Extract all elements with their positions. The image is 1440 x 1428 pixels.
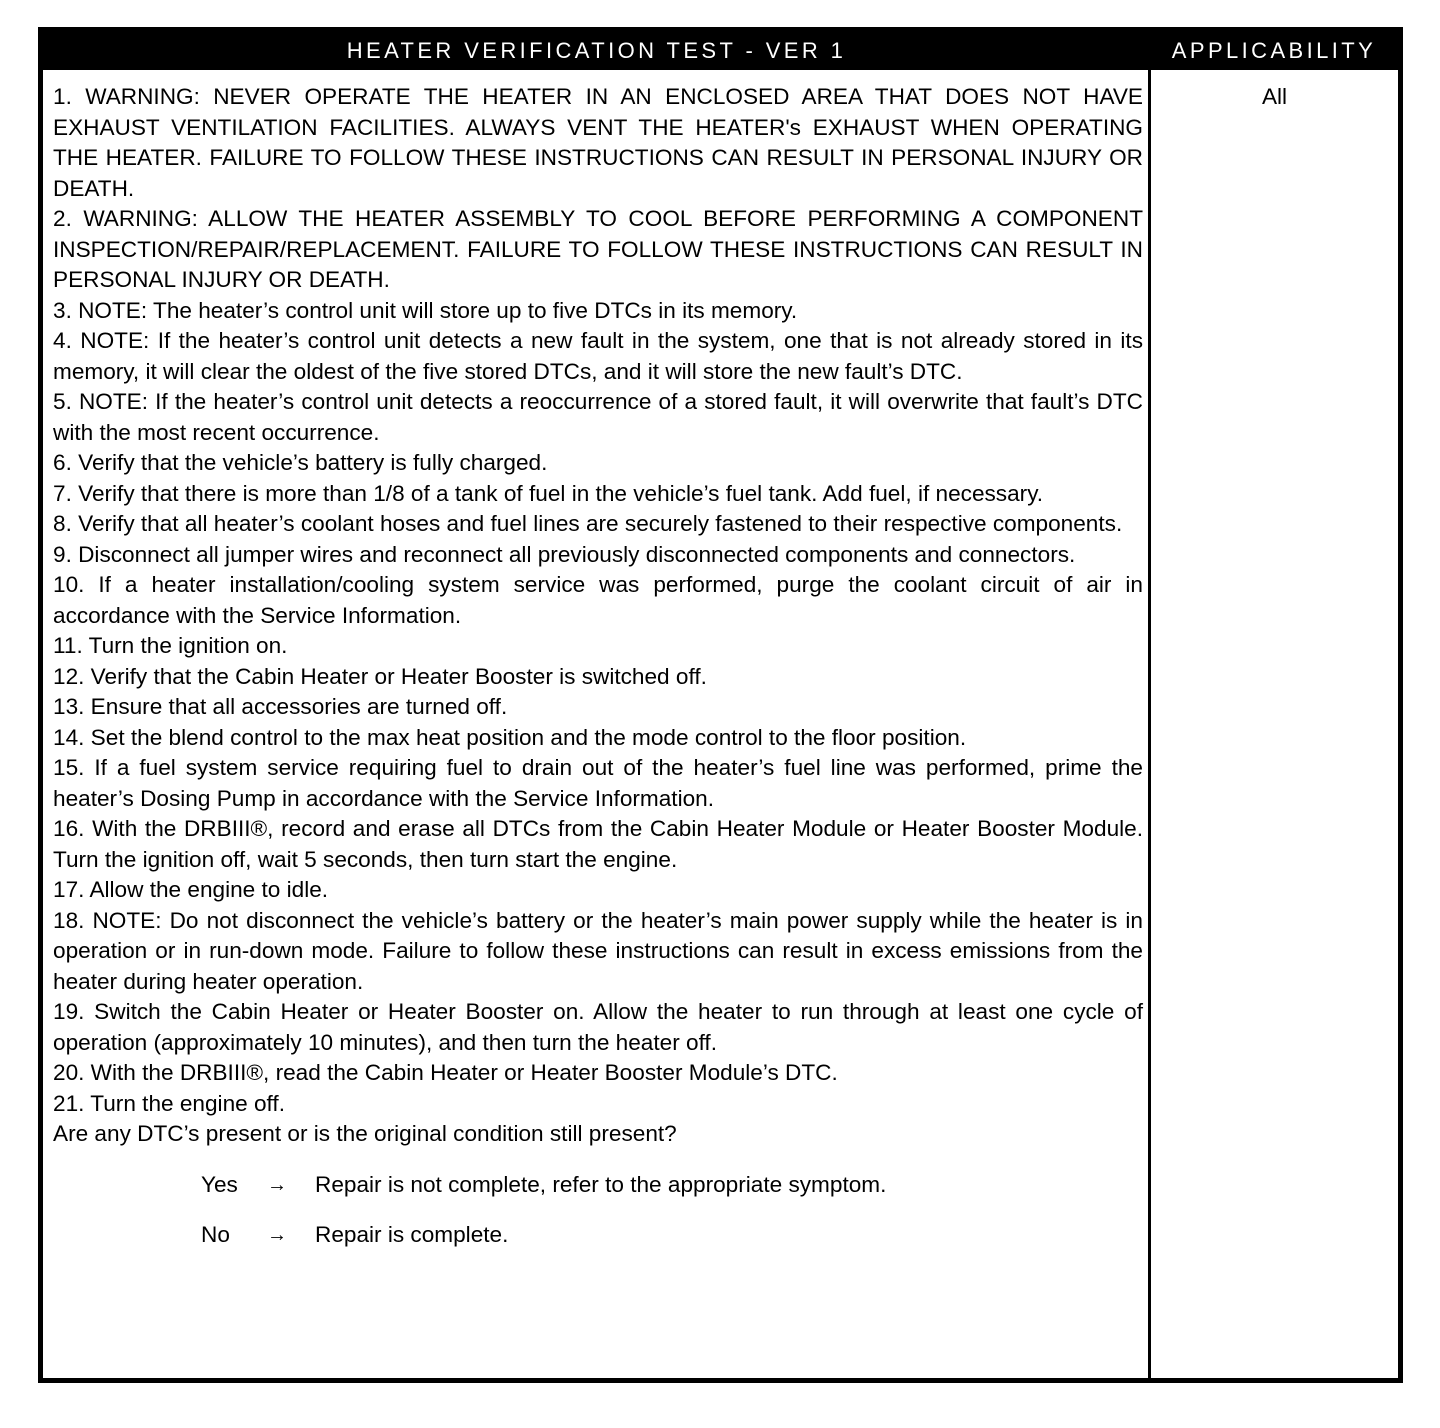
right-arrow-icon: → bbox=[267, 1223, 287, 1246]
step-16: 16. With the DRBIII®, record and erase all DTCs from the Cabin Heater Module or Heater Booster Module. Turn the ignition off, wait 5 seconds, then turn start the engine. bbox=[53, 816, 1143, 872]
applicability-header: APPLICABILITY bbox=[1171, 38, 1377, 63]
answer-yes-text: Repair is not complete, refer to the appropriate symptom. bbox=[315, 1171, 887, 1197]
right-arrow-icon: → bbox=[267, 1173, 287, 1196]
answer-yes bbox=[53, 1170, 1143, 1220]
step-18: 18. NOTE: Do not disconnect the vehicle’s battery or the heater’s main power supply while the heater is in operation or in run-down mode. Failure to follow these instructions can result in excess emissions from the heater during heater operation. bbox=[53, 907, 1143, 994]
answers bbox=[53, 1170, 1143, 1270]
step-12: 12. Verify that the Cabin Heater or Heater Booster is switched off. bbox=[53, 663, 707, 689]
step-21: 21. Turn the engine off. bbox=[53, 1090, 285, 1116]
test-title: HEATER VERIFICATION TEST - VER 1 bbox=[346, 38, 847, 63]
step-9: 9. Disconnect all jumper wires and reconnect all previously disconnected components and connectors. bbox=[53, 541, 1076, 567]
step-8: 8. Verify that all heater’s coolant hoses and fuel lines are securely fastened to their respective components. bbox=[53, 511, 1123, 536]
step-17: 17. Allow the engine to idle. bbox=[53, 877, 329, 902]
step-2: 2. WARNING: ALLOW THE HEATER ASSEMBLY TO COOL BEFORE PERFORMING A COMPONENT INSPECTION/REPAIR/REPLACEMENT. FAILURE TO FOLLOW THESE INSTRUCTIONS CAN RESULT IN PERSONAL INJURY OR DEATH. bbox=[53, 206, 1143, 292]
answer-yes-label: Yes bbox=[201, 1171, 238, 1197]
step-11: 11. Turn the ignition on. bbox=[53, 633, 288, 658]
procedure-table bbox=[38, 27, 1403, 1383]
table-header bbox=[43, 32, 1398, 70]
step-20: 20. With the DRBIII®, read the Cabin Heater or Heater Booster Module’s DTC. bbox=[53, 1060, 838, 1085]
step-10: 10. If a heater installation/cooling system service was performed, purge the coolant circuit of air in accordance with the Service Information. bbox=[53, 572, 1143, 628]
step-14: 14. Set the blend control to the max heat position and the mode control to the floor position. bbox=[53, 724, 967, 750]
procedure-steps bbox=[53, 82, 1143, 1270]
step-6: 6. Verify that the vehicle’s battery is fully charged. bbox=[53, 450, 548, 475]
answer-no bbox=[53, 1220, 1143, 1270]
step-19: 19. Switch the Cabin Heater or Heater Booster on. Allow the heater to run through at least one cycle of operation (approximately 10 minutes), and then turn the heater off. bbox=[53, 999, 1143, 1055]
step-15: 15. If a fuel system service requiring fuel to drain out of the heater’s fuel line was performed, prime the heater’s Dosing Pump in accordance with the Service Information. bbox=[53, 755, 1143, 811]
step-5: 5. NOTE: If the heater’s control unit detects a reoccurrence of a stored fault, it will overwrite that fault’s DTC with the most recent occurrence. bbox=[53, 389, 1143, 445]
step-4: 4. NOTE: If the heater’s control unit detects a new fault in the system, one that is not already stored in its memory, it will clear the oldest of the five stored DTCs, and it will store the new fault’s DTC. bbox=[53, 328, 1143, 384]
column-divider bbox=[1148, 70, 1151, 1378]
step-13: 13. Ensure that all accessories are turned off. bbox=[53, 694, 508, 719]
step-7: 7. Verify that there is more than 1/8 of a tank of fuel in the vehicle’s fuel tank. Add fuel, if necessary. bbox=[53, 480, 1044, 506]
question-text: Are any DTC’s present or is the original condition still present? bbox=[53, 1121, 677, 1146]
step-3: 3. NOTE: The heater’s control unit will store up to five DTCs in its memory. bbox=[53, 297, 798, 323]
step-1: 1. WARNING: NEVER OPERATE THE HEATER IN AN ENCLOSED AREA THAT DOES NOT HAVE EXHAUST VENTILATION FACILITIES. ALWAYS VENT THE HEATER's EXHAUST WHEN OPERATING THE HEATER. FAILURE TO FOLLOW THESE INSTRUCTIONS CAN RESULT IN PERSONAL INJURY OR DEATH. bbox=[53, 84, 1143, 201]
answer-no-text: Repair is complete. bbox=[315, 1221, 509, 1247]
applicability-value: All bbox=[1261, 84, 1288, 109]
answer-no-label: No bbox=[201, 1221, 230, 1247]
